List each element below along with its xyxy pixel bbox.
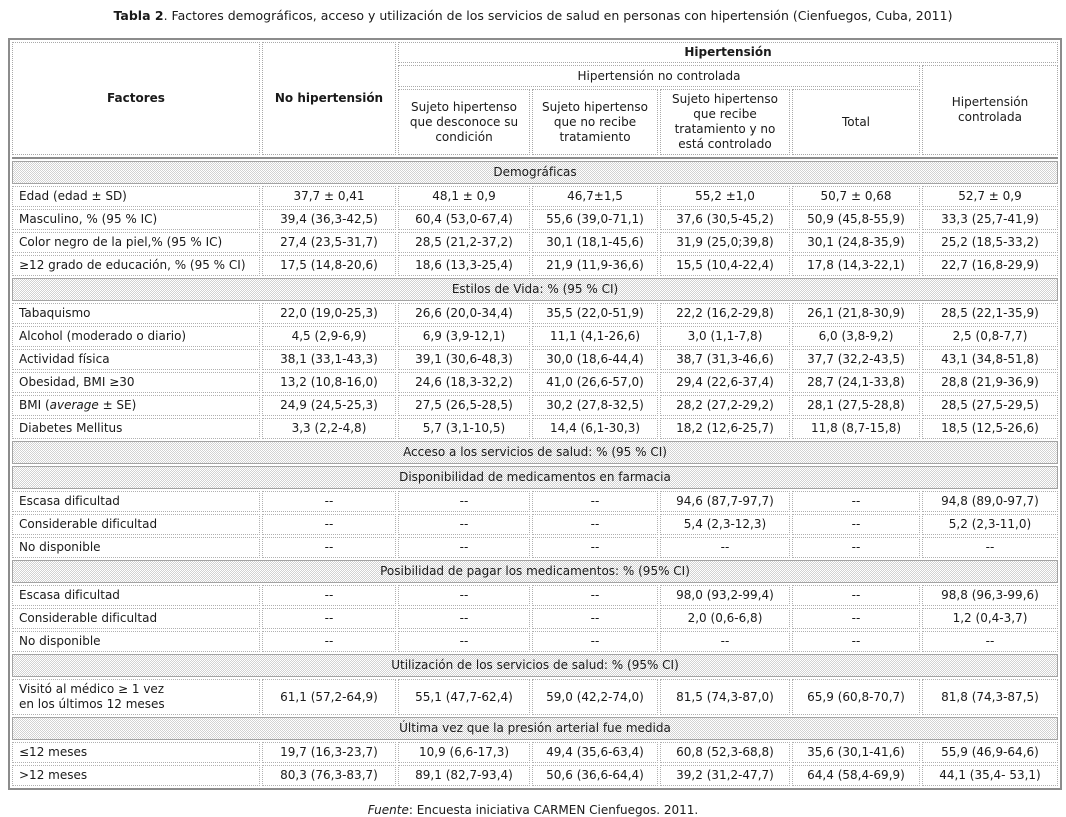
value-cell: -- [262,537,396,558]
value-cell: -- [792,491,920,512]
table-row [12,303,1058,324]
source-label: Fuente [367,803,409,817]
value-cell: 38,1 (33,1-43,3) [262,349,396,370]
col-header-hipertension: Hipertensión [398,42,1058,63]
value-cell: 2,5 (0,8-7,7) [922,326,1058,347]
value-cell: 22,2 (16,2-29,8) [660,303,790,324]
section-band-row [12,466,1058,489]
value-cell: 55,6 (39,0-71,1) [532,209,658,230]
value-cell: -- [532,514,658,535]
row-label: >12 meses [12,765,260,786]
section-band-label: Estilos de Vida: % (95 % CI) [12,278,1058,301]
value-cell: 24,6 (18,3-32,2) [398,372,530,393]
value-cell: 37,6 (30,5-45,2) [660,209,790,230]
table-row [12,209,1058,230]
header-row-1 [12,42,1058,63]
value-cell: -- [398,514,530,535]
value-cell: 80,3 (76,3-83,7) [262,765,396,786]
value-cell: -- [262,631,396,652]
value-cell: 49,4 (35,6-63,4) [532,742,658,763]
value-cell: 55,2 ±1,0 [660,186,790,207]
table-row [12,395,1058,416]
section-band-label: Posibilidad de pagar los medicamentos: % (95% CI) [12,560,1058,583]
value-cell: 19,7 (16,3-23,7) [262,742,396,763]
value-cell: -- [532,585,658,606]
row-label: Visitó al médico ≥ 1 vez en los últimos 12 meses [12,679,260,715]
value-cell: -- [532,537,658,558]
row-label: Considerable dificultad [12,608,260,629]
value-cell: 50,9 (45,8-55,9) [792,209,920,230]
value-cell: 27,5 (26,5-28,5) [398,395,530,416]
table-row [12,537,1058,558]
value-cell: 33,3 (25,7-41,9) [922,209,1058,230]
value-cell: 1,2 (0,4-3,7) [922,608,1058,629]
value-cell: 59,0 (42,2-74,0) [532,679,658,715]
value-cell: 27,4 (23,5-31,7) [262,232,396,253]
value-cell: 50,6 (36,6-64,4) [532,765,658,786]
source-text: : Encuesta iniciativa CARMEN Cienfuegos. 2011. [408,803,699,817]
table-row [12,232,1058,253]
value-cell: 94,6 (87,7-97,7) [660,491,790,512]
value-cell: 5,2 (2,3-11,0) [922,514,1058,535]
value-cell: 26,1 (21,8-30,9) [792,303,920,324]
value-cell: 22,7 (16,8-29,9) [922,255,1058,276]
page-title [0,0,1066,24]
col-header-no-hipertension: No hipertensión [262,42,396,155]
section-band-row [12,654,1058,677]
value-cell: 37,7 ± 0,41 [262,186,396,207]
row-label: Masculino, % (95 % IC) [12,209,260,230]
value-cell: 55,1 (47,7-62,4) [398,679,530,715]
value-cell: 5,7 (3,1-10,5) [398,418,530,439]
table-title-text: . Factores demográficos, acceso y utilización de los servicios de salud en personas con hipertensión (Cienfuegos, Cuba, 2011) [163,8,953,23]
value-cell: 28,8 (21,9-36,9) [922,372,1058,393]
row-label: BMI (average ± SE) [12,395,260,416]
row-label: Escasa dificultad [12,491,260,512]
value-cell: 28,2 (27,2-29,2) [660,395,790,416]
value-cell: 28,5 (22,1-35,9) [922,303,1058,324]
value-cell: 6,9 (3,9-12,1) [398,326,530,347]
table-row [12,765,1058,786]
value-cell: 37,7 (32,2-43,5) [792,349,920,370]
value-cell: 30,1 (24,8-35,9) [792,232,920,253]
value-cell: 3,3 (2,2-4,8) [262,418,396,439]
value-cell: 39,1 (30,6-48,3) [398,349,530,370]
section-band-label: Última vez que la presión arterial fue medida [12,717,1058,740]
table-row [12,631,1058,652]
value-cell: -- [532,608,658,629]
table-row [12,418,1058,439]
value-cell: -- [398,608,530,629]
col-header-no-recibe: Sujeto hipertenso que no recibe tratamiento [532,89,658,155]
row-label: Escasa dificultad [12,585,260,606]
row-label: No disponible [12,537,260,558]
row-label: ≥12 grado de educación, % (95 % CI) [12,255,260,276]
value-cell: 39,2 (31,2-47,7) [660,765,790,786]
section-band-label: Demográficas [12,161,1058,184]
value-cell: -- [262,585,396,606]
col-header-factores: Factores [12,42,260,155]
table-row [12,585,1058,606]
col-header-hipertension-no-controlada: Hipertensión no controlada [398,65,920,87]
value-cell: -- [262,491,396,512]
value-cell: 98,8 (96,3-99,6) [922,585,1058,606]
row-label: Color negro de la piel,% (95 % IC) [12,232,260,253]
value-cell: 28,5 (27,5-29,5) [922,395,1058,416]
value-cell: 15,5 (10,4-22,4) [660,255,790,276]
section-band-row [12,161,1058,184]
value-cell: 38,7 (31,3-46,6) [660,349,790,370]
section-band-row [12,560,1058,583]
value-cell: 46,7±1,5 [532,186,658,207]
col-header-desconoce: Sujeto hipertenso que desconoce su condición [398,89,530,155]
value-cell: 21,9 (11,9-36,6) [532,255,658,276]
value-cell: 18,2 (12,6-25,7) [660,418,790,439]
value-cell: -- [922,537,1058,558]
col-header-hipertension-controlada: Hipertensión controlada [922,65,1058,155]
value-cell: 35,6 (30,1-41,6) [792,742,920,763]
value-cell: -- [532,491,658,512]
value-cell: -- [792,608,920,629]
value-cell: 17,8 (14,3-22,1) [792,255,920,276]
table-body [12,161,1058,786]
value-cell: 25,2 (18,5-33,2) [922,232,1058,253]
value-cell: -- [792,585,920,606]
section-band-label: Disponibilidad de medicamentos en farmacia [12,466,1058,489]
section-band-label: Acceso a los servicios de salud: % (95 % CI) [12,441,1058,464]
value-cell: 81,5 (74,3-87,0) [660,679,790,715]
section-band-row [12,441,1058,464]
value-cell: 30,0 (18,6-44,4) [532,349,658,370]
row-label: ≤12 meses [12,742,260,763]
value-cell: 81,8 (74,3-87,5) [922,679,1058,715]
value-cell: 28,7 (24,1-33,8) [792,372,920,393]
source-note [0,803,1066,817]
row-label: Actividad física [12,349,260,370]
value-cell: 28,5 (21,2-37,2) [398,232,530,253]
value-cell: 14,4 (6,1-30,3) [532,418,658,439]
value-cell: 30,1 (18,1-45,6) [532,232,658,253]
table-row [12,372,1058,393]
value-cell: -- [262,514,396,535]
value-cell: 44,1 (35,4- 53,1) [922,765,1058,786]
value-cell: -- [792,537,920,558]
value-cell: 24,9 (24,5-25,3) [262,395,396,416]
value-cell: 35,5 (22,0-51,9) [532,303,658,324]
value-cell: 18,6 (13,3-25,4) [398,255,530,276]
value-cell: 17,5 (14,8-20,6) [262,255,396,276]
row-label: Alcohol (moderado o diario) [12,326,260,347]
value-cell: 28,1 (27,5-28,8) [792,395,920,416]
value-cell: 60,4 (53,0-67,4) [398,209,530,230]
col-header-recibe-no-controlado: Sujeto hipertenso que recibe tratamiento y no está controlado [660,89,790,155]
value-cell: 10,9 (6,6-17,3) [398,742,530,763]
value-cell: 26,6 (20,0-34,4) [398,303,530,324]
value-cell: 89,1 (82,7-93,4) [398,765,530,786]
table-row [12,349,1058,370]
value-cell: -- [398,537,530,558]
value-cell: -- [922,631,1058,652]
table-row [12,186,1058,207]
value-cell: -- [262,608,396,629]
value-cell: 43,1 (34,8-51,8) [922,349,1058,370]
value-cell: 94,8 (89,0-97,7) [922,491,1058,512]
value-cell: 18,5 (12,5-26,6) [922,418,1058,439]
value-cell: 48,1 ± 0,9 [398,186,530,207]
data-table [8,38,1062,790]
section-band-label: Utilización de los servicios de salud: % (95% CI) [12,654,1058,677]
value-cell: 65,9 (60,8-70,7) [792,679,920,715]
table-row [12,514,1058,535]
value-cell: 55,9 (46,9-64,6) [922,742,1058,763]
value-cell: 4,5 (2,9-6,9) [262,326,396,347]
table-row [12,608,1058,629]
value-cell: 41,0 (26,6-57,0) [532,372,658,393]
value-cell: 60,8 (52,3-68,8) [660,742,790,763]
col-header-total: Total [792,89,920,155]
table-row [12,491,1058,512]
value-cell: -- [398,491,530,512]
header-separator [12,157,1058,159]
value-cell: 3,0 (1,1-7,8) [660,326,790,347]
table-row [12,326,1058,347]
value-cell: 6,0 (3,8-9,2) [792,326,920,347]
table-container [8,38,1058,790]
value-cell: 50,7 ± 0,68 [792,186,920,207]
value-cell: -- [660,631,790,652]
table-header [12,42,1058,159]
row-label: Considerable dificultad [12,514,260,535]
value-cell: 98,0 (93,2-99,4) [660,585,790,606]
table-row [12,742,1058,763]
table-row [12,255,1058,276]
value-cell: 13,2 (10,8-16,0) [262,372,396,393]
value-cell: 39,4 (36,3-42,5) [262,209,396,230]
value-cell: -- [660,537,790,558]
section-band-row [12,717,1058,740]
value-cell: 29,4 (22,6-37,4) [660,372,790,393]
table-row [12,679,1058,715]
row-label: Obesidad, BMI ≥30 [12,372,260,393]
row-label: Tabaquismo [12,303,260,324]
value-cell: -- [398,585,530,606]
value-cell: 52,7 ± 0,9 [922,186,1058,207]
row-label: Diabetes Mellitus [12,418,260,439]
header-separator-row [12,157,1058,159]
value-cell: -- [532,631,658,652]
section-band-row [12,278,1058,301]
value-cell: 61,1 (57,2-64,9) [262,679,396,715]
table-number-label: Tabla 2 [113,8,164,23]
value-cell: 22,0 (19,0-25,3) [262,303,396,324]
row-label: Edad (edad ± SD) [12,186,260,207]
value-cell: -- [792,514,920,535]
value-cell: 30,2 (27,8-32,5) [532,395,658,416]
value-cell: 64,4 (58,4-69,9) [792,765,920,786]
value-cell: 31,9 (25,0;39,8) [660,232,790,253]
value-cell: -- [792,631,920,652]
value-cell: -- [398,631,530,652]
value-cell: 2,0 (0,6-6,8) [660,608,790,629]
value-cell: 11,8 (8,7-15,8) [792,418,920,439]
value-cell: 5,4 (2,3-12,3) [660,514,790,535]
value-cell: 11,1 (4,1-26,6) [532,326,658,347]
row-label: No disponible [12,631,260,652]
